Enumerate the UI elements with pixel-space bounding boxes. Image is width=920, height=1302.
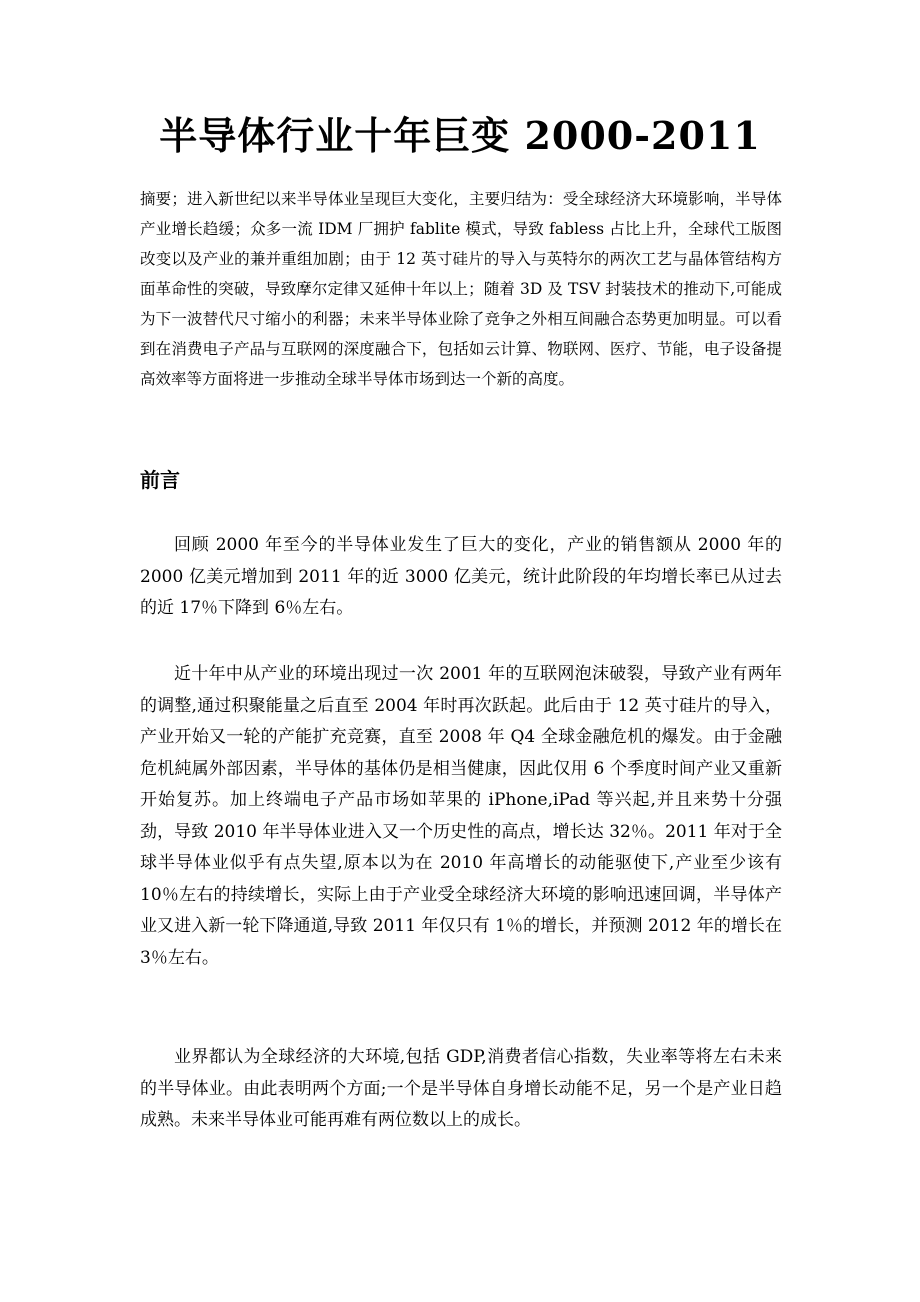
paragraph: 回顾 2000 年至今的半导体业发生了巨大的变化，产业的销售额从 2000 年的 2000 亿美元增加到 2011 年的近 3000 亿美元，统计此阶段的年均增长率已从过去的近 17％下降到 6％左右。 — [140, 535, 782, 618]
page-title: 半导体行业十年巨变 2000-2011 — [159, 113, 761, 158]
section-heading: 前言 — [140, 468, 180, 492]
abstract: 摘要；进入新世纪以来半导体业呈现巨大变化，主要归结为：受全球经济大环境影响，半导体产业增长趋缓；众多一流 IDM 厂拥护 fablite 模式，导致 fabless 占比上升，全球代工版图改变以及产业的兼并重组加剧；由于 12 英寸硅片的导入与英特尔的两次工艺与晶体管结构方面革命性的突破，导致摩尔定律又延伸十年以上；随着 3D 及 TSV 封装技术的推动下,可能成为下一波替代尺寸缩小的利器；未来半导体业除了竞争之外相互间融合态势更加明显。可以看到在消费电子产品与互联网的深度融合下，包括如云计算、物联网、医疗、节能，电子设备提高效率等方面将进一步推动全球半导体市场到达一个新的高度。 — [140, 190, 782, 388]
paragraph: 业界都认为全球经济的大环境,包括 GDP,消费者信心指数，失业率等将左右未来的半导体业。由此表明两个方面;一个是半导体自身增长动能不足，另一个是产业日趋成熟。未来半导体业可能再难有两位数以上的成长。 — [140, 1047, 782, 1130]
paragraph: 近十年中从产业的环境出现过一次 2001 年的互联网泡沫破裂，导致产业有两年的调整,通过积聚能量之后直至 2004 年时再次跃起。此后由于 12 英寸硅片的导入，产业开始又一轮的产能扩充竞赛，直至 2008 年 Q4 全球金融危机的爆发。由于金融危机純属外部因素，半导体的基体仍是相当健康，因此仅用 6 个季度时间产业又重新开始复苏。加上终端电子产品市场如苹果的 iPhone,iPad 等兴起,并且来势十分强劲，导致 2010 年半导体业进入又一个历史性的高点，增长达 32％。2011 年对于全球半导体业似乎有点失望,原本以为在 2010 年高增长的动能驱使下,产业至少该有 10％左右的持续增长，实际上由于产业受全球经济大环境的影响迅速回调，半导体产业又进入新一轮下降通道,导致 2011 年仅只有 1％的增长，并预测 2012 年的增长在 3％左右。 — [140, 664, 782, 968]
